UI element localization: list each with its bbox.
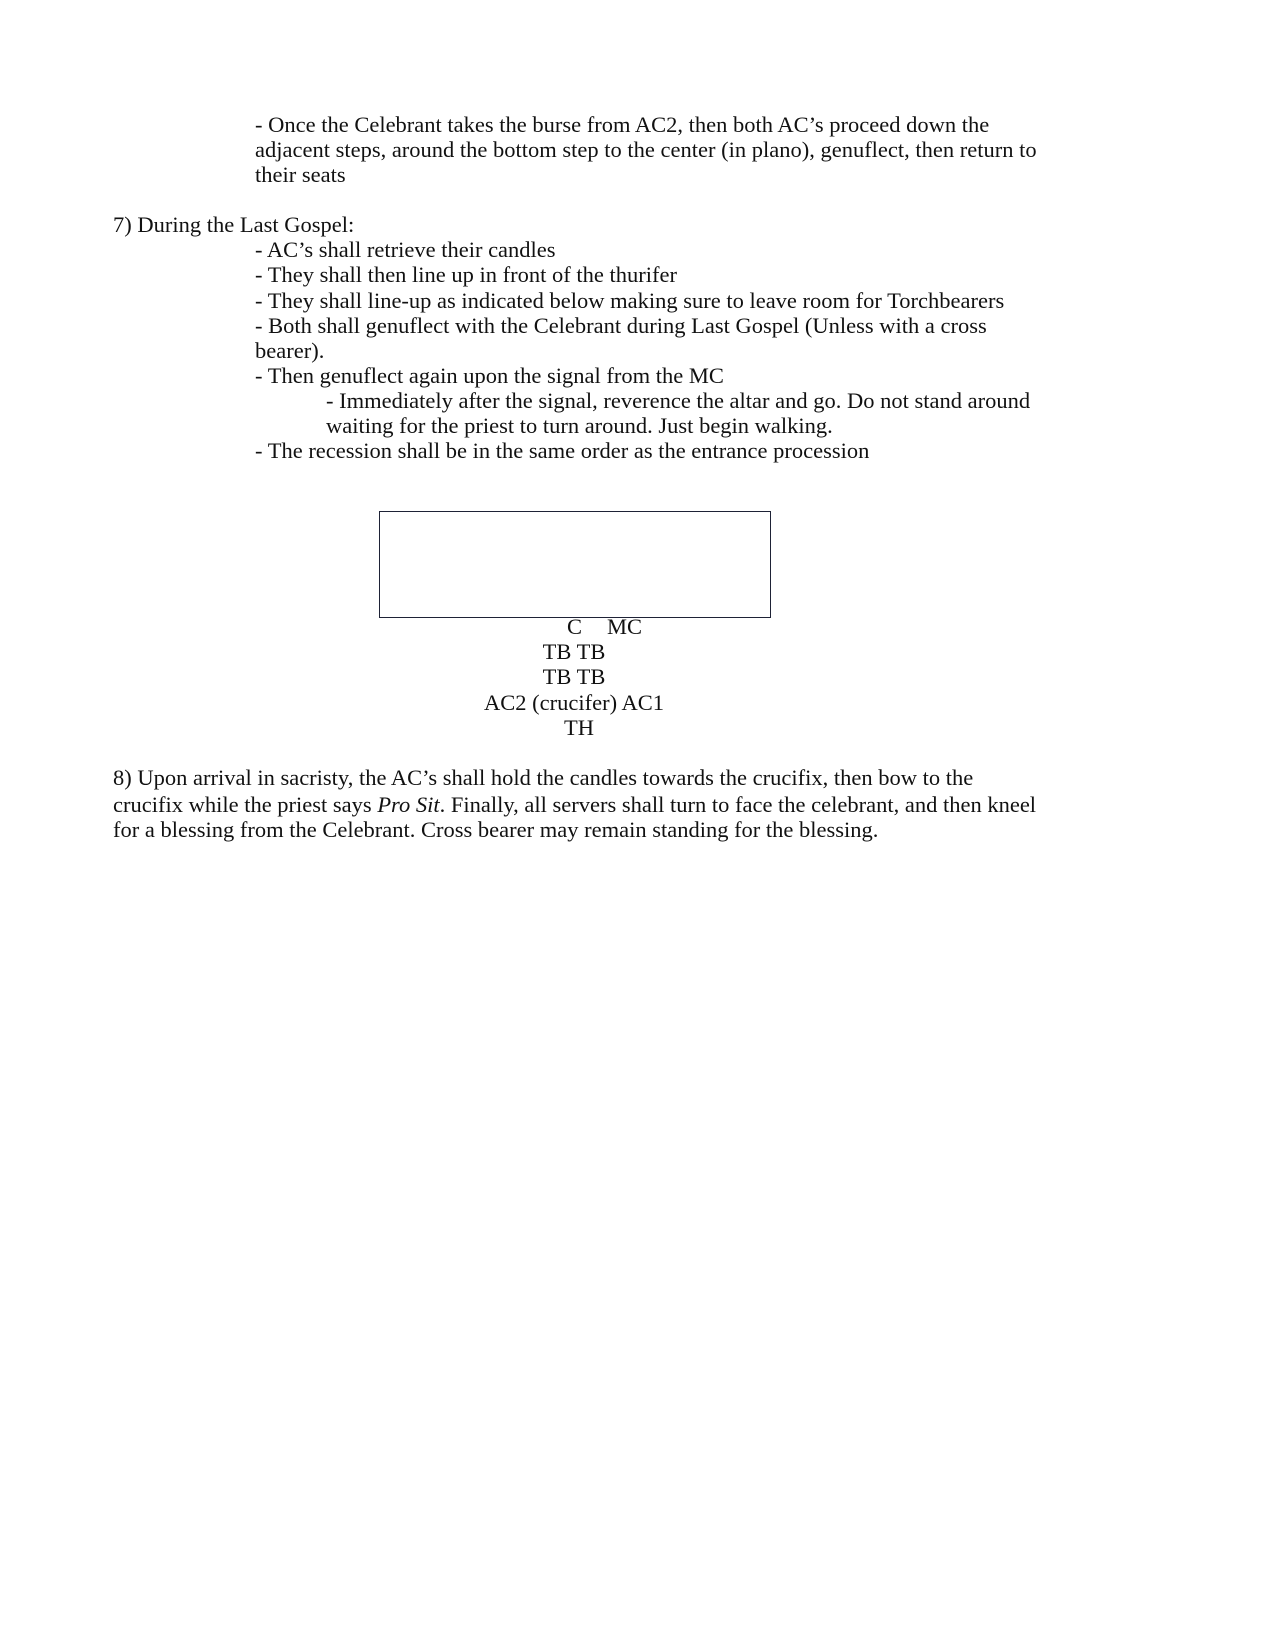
list-item: - AC’s shall retrieve their candles bbox=[255, 237, 556, 262]
position-mc: MC bbox=[607, 614, 643, 639]
sub-list-item: - Immediately after the signal, reverence the altar and go. Do not stand around bbox=[326, 388, 1031, 413]
italic-phrase: Pro Sit bbox=[377, 792, 440, 817]
position-torchbearers-row1: TB TB bbox=[542, 639, 606, 664]
paragraph-line: - Once the Celebrant takes the burse from AC2, then both AC’s proceed down the bbox=[255, 112, 990, 137]
section-heading: 7) During the Last Gospel: bbox=[113, 212, 355, 237]
altar-rectangle bbox=[379, 511, 771, 618]
position-celebrant: C bbox=[567, 614, 583, 639]
text-run: crucifix while the priest says bbox=[113, 792, 378, 817]
sub-list-item-continuation: waiting for the priest to turn around. Just begin walking. bbox=[326, 413, 833, 438]
paragraph-line: adjacent steps, around the bottom step to the center (in plano), genuflect, then return to bbox=[255, 137, 1037, 162]
paragraph-line: for a blessing from the Celebrant. Cross bearer may remain standing for the blessing. bbox=[113, 817, 879, 842]
text-run: . Finally, all servers shall turn to face the celebrant, and then kneel bbox=[439, 792, 1037, 817]
position-torchbearers-row2: TB TB bbox=[542, 664, 606, 689]
list-item: - They shall line-up as indicated below making sure to leave room for Torchbearers bbox=[255, 288, 1005, 313]
list-item: - Then genuflect again upon the signal from the MC bbox=[255, 363, 724, 388]
list-item: - The recession shall be in the same order as the entrance procession bbox=[255, 438, 870, 463]
position-thurifer: TH bbox=[564, 715, 594, 740]
list-item: - Both shall genuflect with the Celebrant during Last Gospel (Unless with a cross bbox=[255, 313, 987, 338]
paragraph-line: 8) Upon arrival in sacristy, the AC’s shall hold the candles towards the crucifix, then bow to the bbox=[113, 765, 974, 790]
list-item-continuation: bearer). bbox=[255, 338, 325, 363]
paragraph-line bbox=[113, 792, 1036, 817]
paragraph-line: their seats bbox=[255, 162, 346, 187]
position-acolytes-crucifer: AC2 (crucifer) AC1 bbox=[484, 690, 664, 715]
list-item: - They shall then line up in front of the thurifer bbox=[255, 262, 677, 287]
